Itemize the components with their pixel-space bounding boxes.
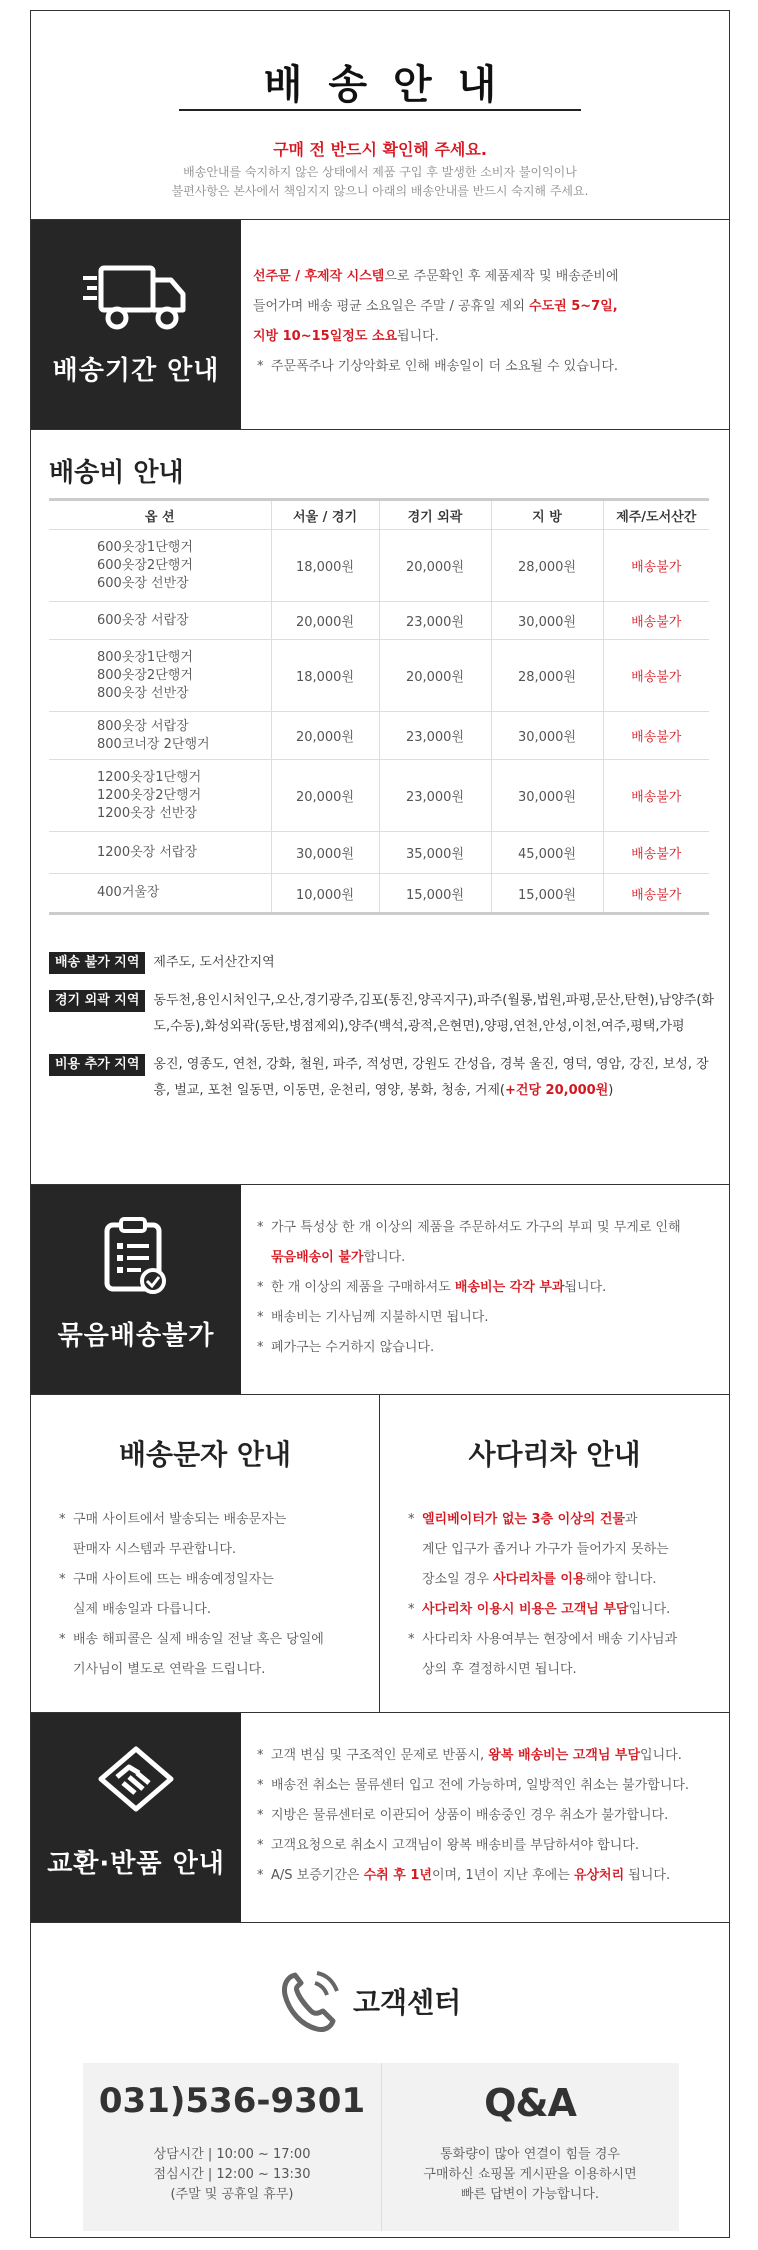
qa-text: 통화량이 많아 연결이 힘들 경우 구매하신 쇼핑몰 게시판을 이용하시면 빠른 답변이 가능합니다.: [423, 2147, 637, 2202]
phone-icon: [279, 1969, 339, 2033]
option-cell: 400거울장: [49, 874, 271, 914]
table-row: [49, 832, 709, 874]
exchange-body: [253, 1741, 715, 1891]
seoul-fee: 18,000원: [271, 530, 379, 602]
local-fee: 45,000원: [491, 832, 603, 874]
sms-item: * 배송 해피콜은 실제 배송일 전날 혹은 당일에 기사님이 별도로 연락을 드립니다.: [55, 1625, 363, 1685]
sms-item: * 구매 사이트에 뜨는 배송예정일자는 실제 배송일과 다릅니다.: [55, 1565, 363, 1625]
exchange-item: * 지방은 물류센터로 이관되어 상품이 배송중인 경우 취소가 불가합니다.: [253, 1801, 715, 1831]
region-tag: 비용 추가 지역: [49, 1054, 145, 1076]
ladder-item: * 엘리베이터가 없는 3층 이상의 건물과 계단 입구가 좁거나 가구가 들어가지 못하는 장소일 경우 사다리차를 이용해야 합니다.: [404, 1505, 713, 1595]
option-cell: 1200옷장 서랍장: [49, 832, 271, 874]
region-text: 제주도, 도서산간지역: [153, 955, 275, 970]
delivery-period-label: 배송기간 안내: [52, 356, 220, 386]
exchange-item: * 고객요청으로 취소시 고객님이 왕복 배송비를 부담하셔야 합니다.: [253, 1831, 715, 1861]
title-underline: [179, 109, 581, 111]
outer-fee: 23,000원: [379, 712, 491, 760]
bundle-item: * 폐가구는 수거하지 않습니다.: [253, 1333, 715, 1363]
region-tag: 경기 외곽 지역: [49, 990, 145, 1012]
table-header: 지 방: [491, 500, 603, 530]
local-fee: 30,000원: [491, 712, 603, 760]
business-hours: 상담시간 | 10:00 ~ 17:00 점심시간 | 12:00 ~ 13:30 (주말 및 공휴일 휴무): [153, 2147, 311, 2202]
jeju-fee: 배송불가: [603, 760, 709, 832]
option-cell: 800옷장1단행거 800옷장2단행거 800옷장 선반장: [49, 640, 271, 712]
region-text: 옹진, 영종도, 연천, 강화, 철원, 파주, 적성면, 강원도 간성읍, 경북 울진, 영덕, 영암, 강진, 보성, 장흥, 벌교, 포천 일동면, 이동면, 운천리, 영양, 봉화, 청송, 거제(+건당 20,000원): [153, 1057, 709, 1098]
region-outer: [49, 988, 719, 1040]
customer-center-section: [31, 1922, 729, 2238]
region-extra-cost: [49, 1052, 719, 1104]
delivery-line-2: 들어가며 배송 평균 소요일은 주말 / 공휴일 제외 수도권 5~7일,: [253, 299, 618, 314]
exchange-item: * A/S 보증기간은 수취 후 1년이며, 1년이 지난 후에는 유상처리 됩니다.: [253, 1861, 715, 1891]
local-fee: 28,000원: [491, 640, 603, 712]
ladder-body: [404, 1505, 713, 1685]
shipping-fee-section: [31, 429, 729, 1184]
table-row: [49, 602, 709, 640]
delivery-line-3: 지방 10~15일정도 소요됩니다.: [253, 329, 439, 344]
delivery-note: * 주문폭주나 기상악화로 인해 배송일이 더 소요될 수 있습니다.: [253, 352, 715, 382]
seoul-fee: 30,000원: [271, 832, 379, 874]
shipping-fee-table: [49, 498, 709, 915]
outer-fee: 23,000원: [379, 760, 491, 832]
region-no-delivery: [49, 950, 719, 976]
page-title: 배송안내: [263, 62, 523, 108]
exchange-section: [31, 1712, 729, 1922]
region-tag: 배송 불가 지역: [49, 952, 145, 974]
table-header: 옵 션: [49, 500, 271, 530]
sms-body: [55, 1505, 363, 1685]
seoul-fee: 20,000원: [271, 712, 379, 760]
exchange-item: * 고객 변심 및 구조적인 문제로 반품시, 왕복 배송비는 고객님 부담입니다.: [253, 1741, 715, 1771]
page-frame: [30, 10, 730, 2238]
outer-fee: 20,000원: [379, 640, 491, 712]
outer-fee: 23,000원: [379, 602, 491, 640]
table-header: 제주/도서산간: [603, 500, 709, 530]
local-fee: 15,000원: [491, 874, 603, 914]
header-desc-line: 불편사항은 본사에서 책임지지 않으니 아래의 배송안내를 반드시 숙지해 주세요.: [171, 184, 589, 198]
phone-number: 031)536-9301: [98, 2081, 366, 2121]
table-header-row: [49, 500, 709, 530]
header-description: [31, 163, 729, 201]
jeju-fee: 배송불가: [603, 602, 709, 640]
bundle-body: [253, 1213, 715, 1363]
local-fee: 30,000원: [491, 602, 603, 640]
ladder-title: 사다리차 안내: [468, 1438, 641, 1471]
option-cell: 600옷장1단행거 600옷장2단행거 600옷장 선반장: [49, 530, 271, 602]
option-cell: 600옷장 서랍장: [49, 602, 271, 640]
table-row: [49, 712, 709, 760]
shipping-fee-title: 배송비 안내: [49, 458, 184, 488]
region-text: 동두천,용인시처인구,오산,경기광주,김포(통진,양곡지구),파주(월롱,법원,파평,문산,탄현),남양주(화도,수동),화성외곽(동탄,병점제외),양주(백석,광적,은현면),양평,연천,안성,이천,여주,평택,가평: [153, 993, 714, 1034]
ladder-item: * 사다리차 이용시 비용은 고객님 부담입니다.: [404, 1595, 713, 1625]
customer-center-box: [83, 2063, 679, 2231]
warning-text: 구매 전 반드시 확인해 주세요.: [273, 140, 487, 159]
table-row: [49, 530, 709, 602]
extra-fee: +건당 20,000원: [505, 1083, 609, 1098]
delivery-period-section: [31, 219, 729, 429]
header-desc-line: 배송안내를 숙지하지 않은 상태에서 제품 구입 후 발생한 소비자 불이익이나: [183, 165, 577, 179]
table-row: [49, 874, 709, 914]
bundle-label: 묶음배송불가: [57, 1321, 215, 1351]
table-header: 서울 / 경기: [271, 500, 379, 530]
bundle-section: [31, 1184, 729, 1394]
bundle-item: * 한 개 이상의 제품을 구매하셔도 배송비는 각각 부과됩니다.: [253, 1273, 715, 1303]
delivery-period-body: [253, 262, 715, 382]
jeju-fee: 배송불가: [603, 640, 709, 712]
sms-column: [31, 1395, 380, 1712]
ladder-item: * 사다리차 사용여부는 현장에서 배송 기사님과 상의 후 결정하시면 됩니다.: [404, 1625, 713, 1685]
jeju-fee: 배송불가: [603, 712, 709, 760]
exchange-label: 교환·반품 안내: [47, 1849, 225, 1879]
region-list: [49, 950, 719, 1116]
table-row: [49, 640, 709, 712]
bundle-item: * 가구 특성상 한 개 이상의 제품을 주문하셔도 가구의 부피 및 무게로 인해 묶음배송이 불가합니다.: [253, 1213, 715, 1273]
jeju-fee: 배송불가: [603, 874, 709, 914]
seoul-fee: 10,000원: [271, 874, 379, 914]
bundle-item: * 배송비는 기사님께 지불하시면 됩니다.: [253, 1303, 715, 1333]
ladder-column: [380, 1395, 729, 1712]
jeju-fee: 배송불가: [603, 832, 709, 874]
info-two-column: [31, 1394, 729, 1712]
delivery-period-side: [31, 220, 241, 429]
customer-center-title: 고객센터: [353, 1986, 462, 2019]
outer-fee: 15,000원: [379, 874, 491, 914]
seoul-fee: 20,000원: [271, 760, 379, 832]
table-header: 경기 외곽: [379, 500, 491, 530]
sms-item: * 구매 사이트에서 발송되는 배송문자는 판매자 시스템과 무관합니다.: [55, 1505, 363, 1565]
outer-fee: 35,000원: [379, 832, 491, 874]
header: [31, 11, 729, 219]
table-row: [49, 760, 709, 832]
jeju-fee: 배송불가: [603, 530, 709, 602]
handshake-icon: [93, 1743, 179, 1813]
local-fee: 28,000원: [491, 530, 603, 602]
seoul-fee: 18,000원: [271, 640, 379, 712]
exchange-item: * 배송전 취소는 물류센터 입고 전에 가능하며, 일방적인 취소는 불가합니다.: [253, 1771, 715, 1801]
delivery-line-1: 선주문 / 후제작 시스템으로 주문확인 후 제품제작 및 배송준비에: [253, 269, 619, 284]
sms-title: 배송문자 안내: [118, 1438, 292, 1471]
qa-heading: Q&A: [484, 2081, 576, 2125]
outer-fee: 20,000원: [379, 530, 491, 602]
delivery-truck-icon: [81, 262, 191, 332]
option-cell: 800옷장 서랍장 800코너장 2단행거: [49, 712, 271, 760]
seoul-fee: 20,000원: [271, 602, 379, 640]
local-fee: 30,000원: [491, 760, 603, 832]
checklist-icon: [101, 1215, 171, 1299]
bundle-side: [31, 1185, 241, 1394]
option-cell: 1200옷장1단행거 1200옷장2단행거 1200옷장 선반장: [49, 760, 271, 832]
exchange-side: [31, 1713, 241, 1922]
